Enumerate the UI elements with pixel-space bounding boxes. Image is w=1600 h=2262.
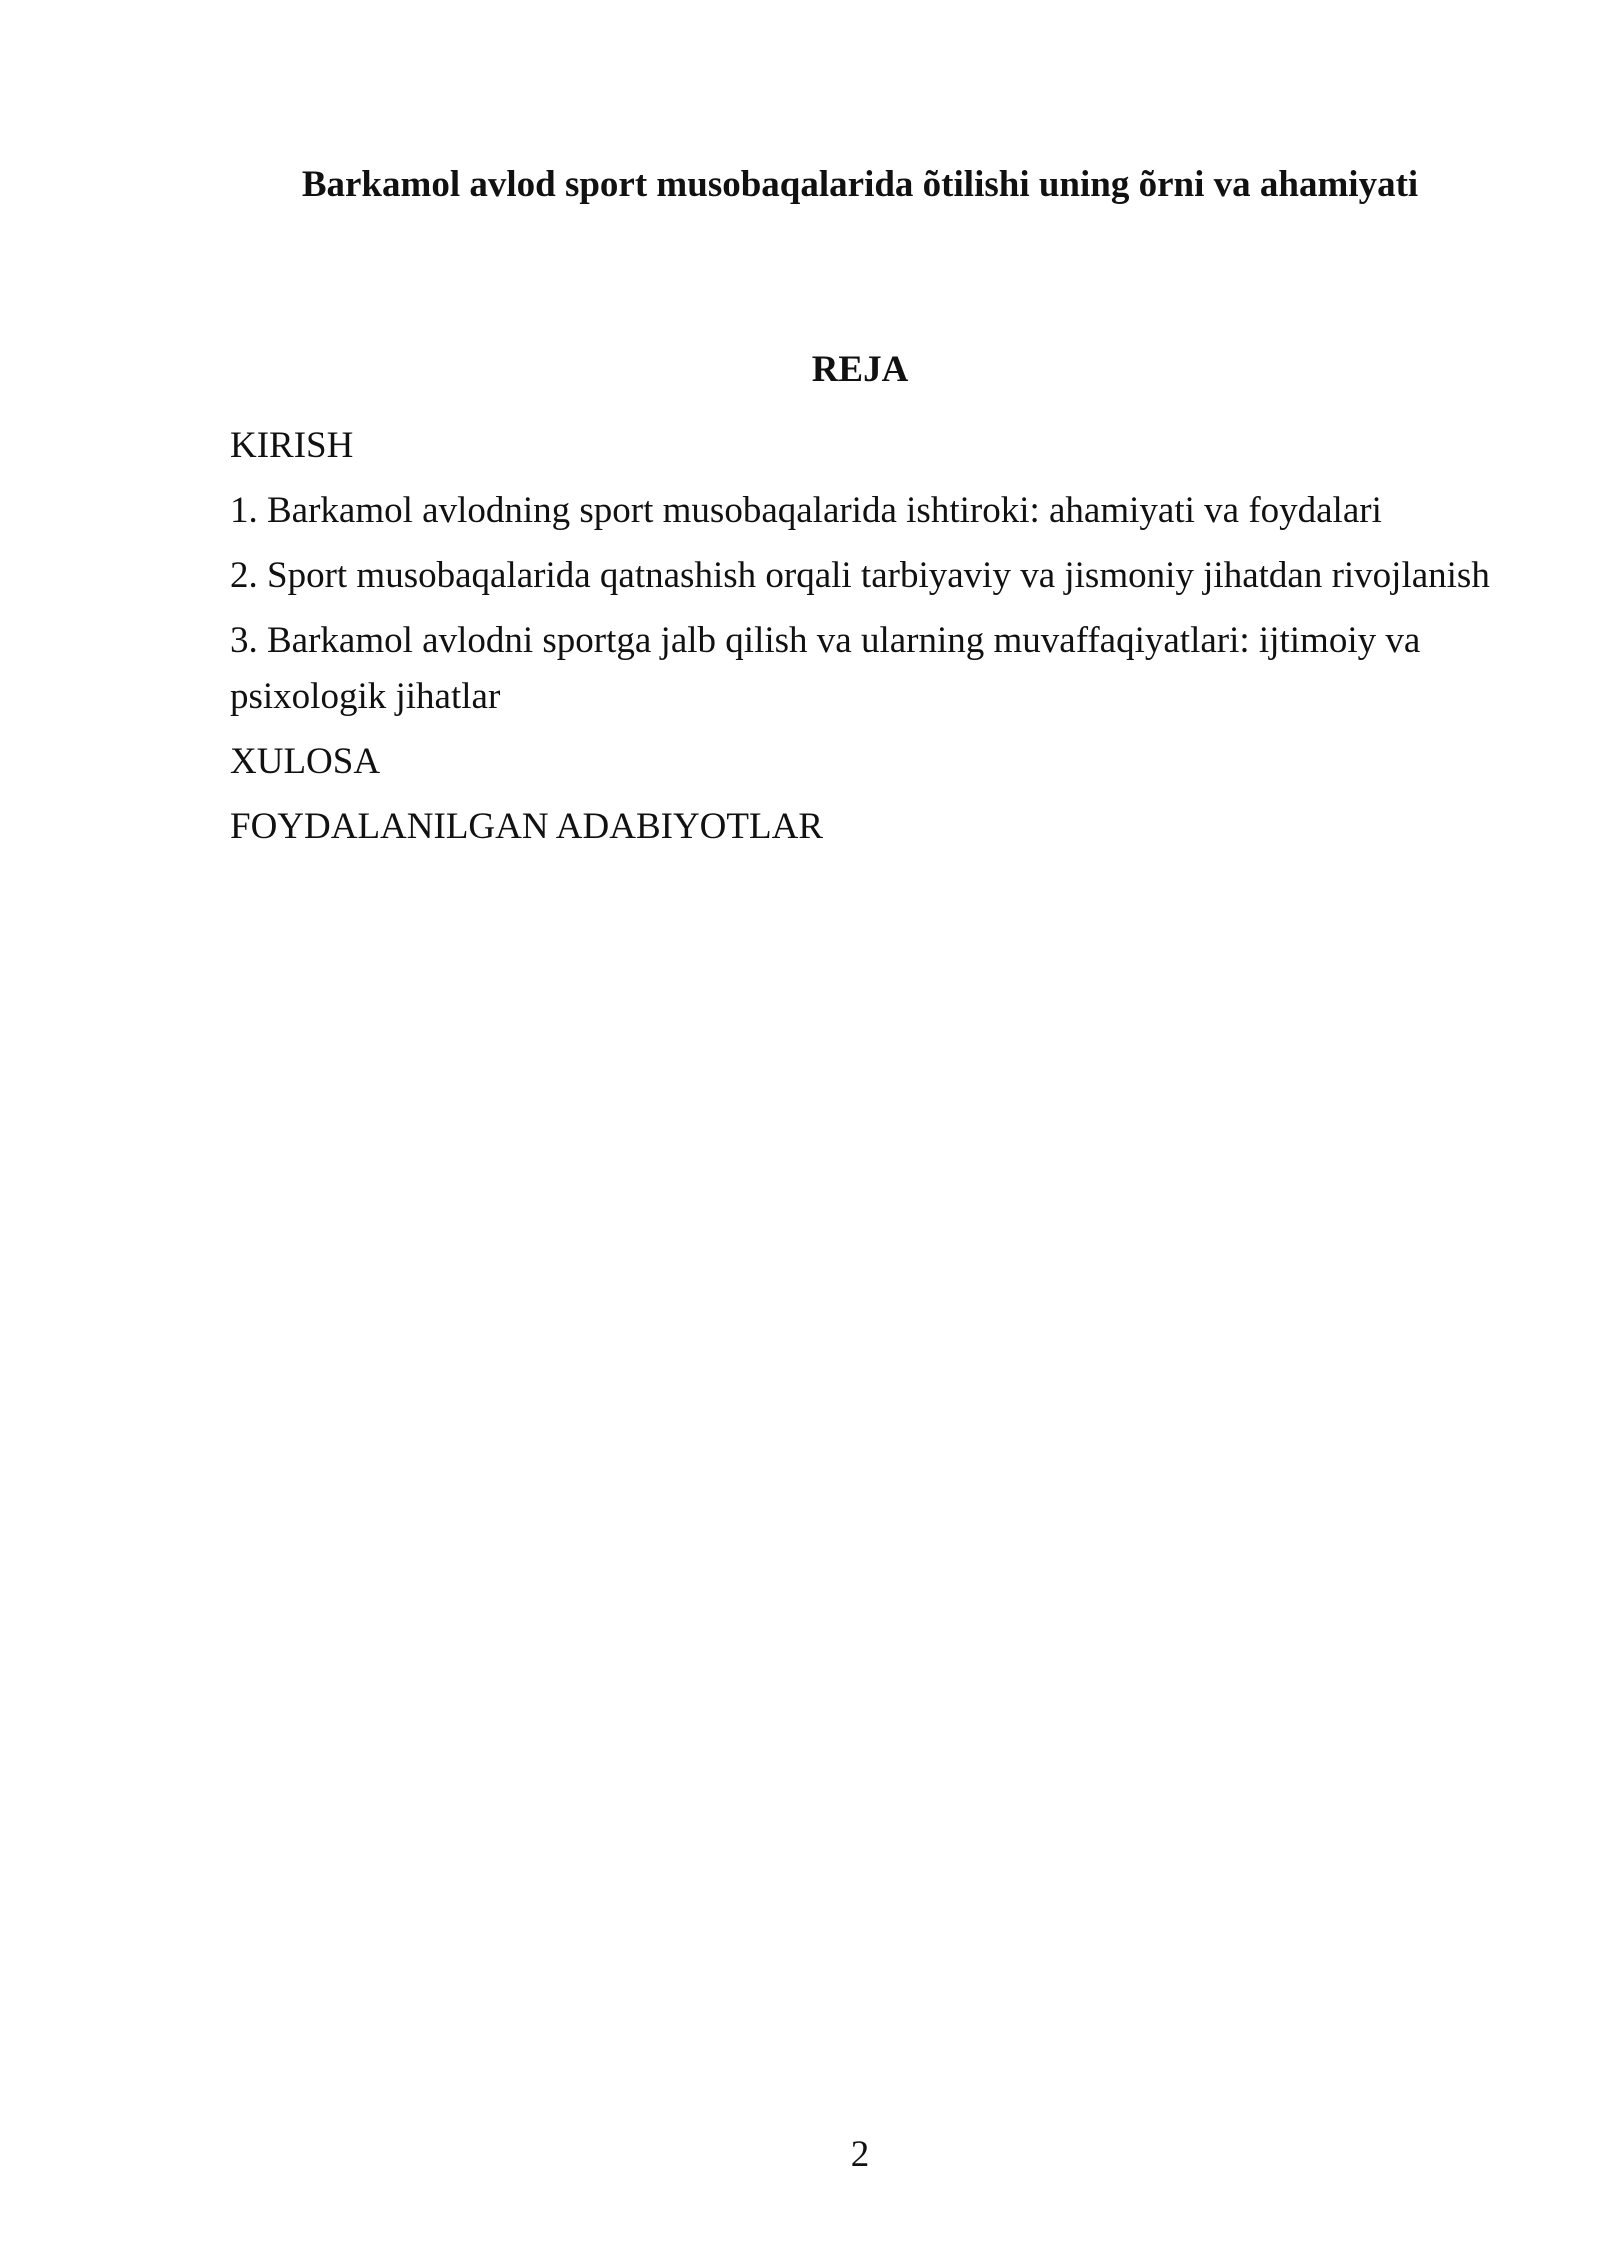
plan-item-references: FOYDALANILGAN ADABIYOTLAR xyxy=(230,806,823,847)
plan-item-1: 1. Barkamol avlodning sport musobaqalarida ishtiroki: ahamiyati va foydalari xyxy=(230,490,1382,531)
plan-list xyxy=(230,418,1500,864)
page-number: 2 xyxy=(850,2134,870,2175)
plan-item-conclusion: XULOSA xyxy=(230,741,381,782)
plan-item-introduction: KIRISH xyxy=(230,425,354,466)
plan-item-3: 3. Barkamol avlodni sportga jalb qilish va ularning muvaffaqiyatlari: ijtimoiy va psixologik jihatlar xyxy=(230,620,1421,717)
plan-heading: REJA xyxy=(811,349,909,390)
plan-item-2: 2. Sport musobaqalarida qatnashish orqali tarbiyaviy va jismoniy jihatdan rivojlanish xyxy=(230,555,1490,596)
document-title: Barkamol avlod sport musobaqalarida õtilishi uning õrni va ahamiyati xyxy=(301,164,1419,205)
